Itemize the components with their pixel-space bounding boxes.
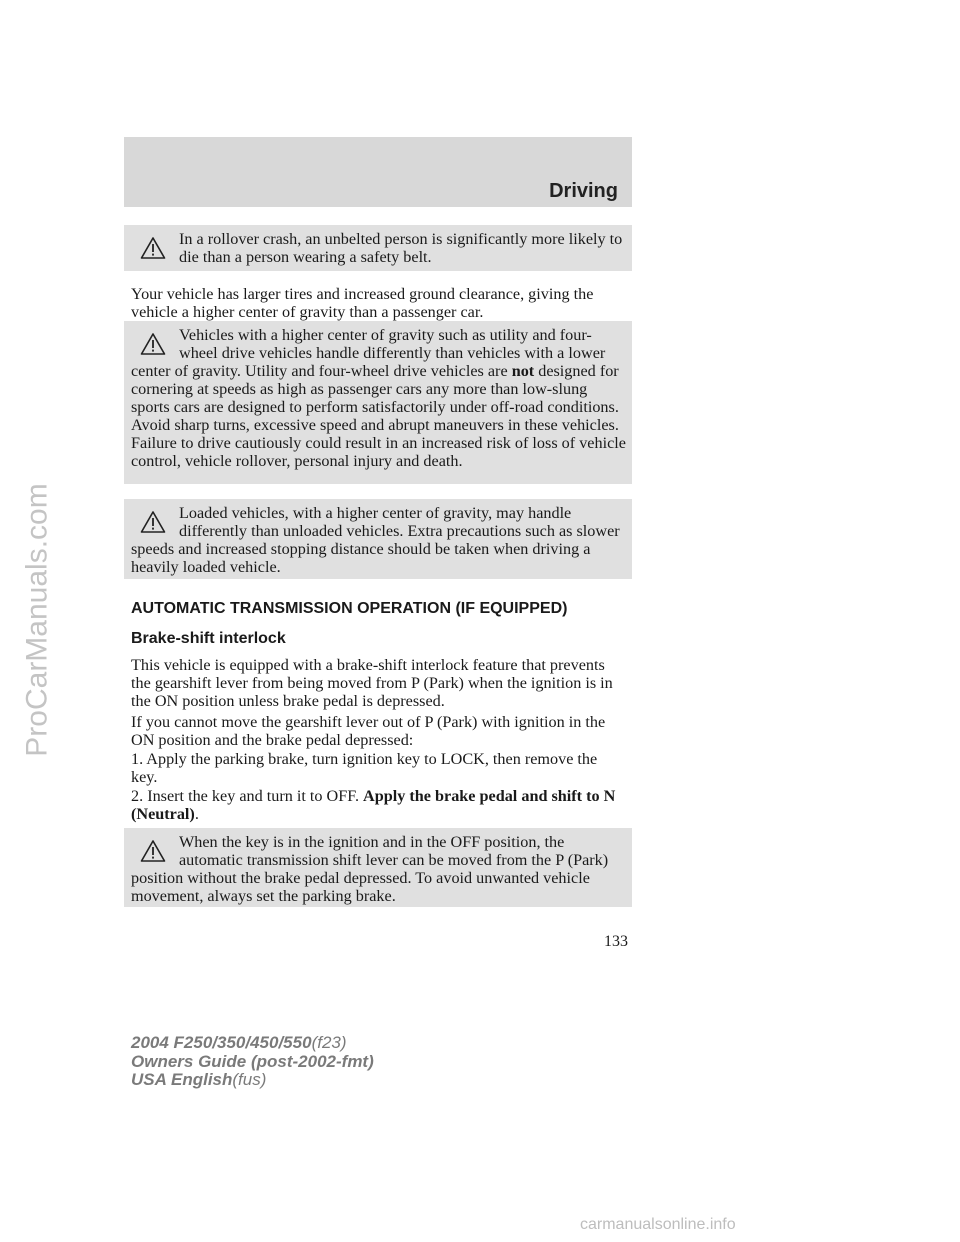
subheading: Brake-shift interlock — [131, 630, 286, 647]
document-footer — [131, 1034, 374, 1090]
footer-model-code: (f23) — [311, 1033, 347, 1052]
footer-model: 2004 F250/350/450/550 — [131, 1033, 312, 1052]
warning-emphasis: not — [511, 362, 535, 380]
paragraph-cannot-move: If you cannot move the gearshift lever out of P (Park) with ignition in the ON position and the brake pedal depressed: — [131, 713, 606, 749]
section-header — [124, 137, 632, 207]
section-heading: AUTOMATIC TRANSMISSION OPERATION (IF EQUIPPED) — [131, 600, 568, 617]
warning-text — [131, 326, 626, 470]
footer-language: USA English — [131, 1070, 233, 1089]
warning-triangle-icon — [131, 833, 175, 869]
warning-box-loaded-vehicles — [124, 499, 632, 579]
warning-text-part: Vehicles with a higher center of gravity such as utility and four-wheel drive vehicles handle differently than vehicles with a lower center of gravity. Utility and four-wheel drive vehicles are — [131, 326, 606, 380]
warning-box-off-position — [124, 828, 632, 907]
footer-language-code: (fus) — [232, 1070, 267, 1089]
warning-box-rollover — [124, 225, 632, 271]
paragraph-ground-clearance: Your vehicle has larger tires and increased ground clearance, giving the vehicle a higher center of gravity than a passenger car. — [131, 285, 594, 321]
step-2 — [131, 787, 627, 823]
step-2-text: 2. Insert the key and turn it to OFF. — [131, 787, 364, 805]
side-watermark-text: ProCarManuals.com — [21, 483, 54, 757]
step-2-emphasis: Apply the brake pedal and shift to N (Neutral) — [131, 787, 616, 823]
warning-text: Loaded vehicles, with a higher center of gravity, may handle differently than unloaded vehicles. Extra precautions such as slower speeds and increased stopping distance should be taken when driving a heavily loaded vehicle. — [131, 504, 620, 576]
page-number: 133 — [604, 933, 628, 950]
warning-triangle-icon — [131, 504, 175, 540]
warning-triangle-icon — [131, 326, 175, 362]
bottom-watermark: carmanualsonline.info — [580, 1216, 736, 1233]
footer-guide: Owners Guide (post-2002-fmt) — [131, 1051, 374, 1071]
warning-box-center-of-gravity — [124, 321, 632, 484]
side-watermark — [8, 360, 68, 880]
warning-triangle-icon — [131, 230, 175, 266]
step-1: 1. Apply the parking brake, turn ignition key to LOCK, then remove the key. — [131, 750, 598, 786]
step-2-end: . — [194, 805, 199, 823]
section-title: Driving — [549, 180, 618, 202]
warning-text: When the key is in the ignition and in the OFF position, the automatic transmission shift lever can be moved from the P (Park) position without the brake pedal depressed. To avoid unwanted vehicle movement, always set the parking brake. — [131, 833, 609, 905]
warning-text: In a rollover crash, an unbelted person is significantly more likely to die than a person wearing a safety belt. — [179, 230, 623, 266]
paragraph-interlock: This vehicle is equipped with a brake-shift interlock feature that prevents the gearshift lever from being moved from P (Park) when the ignition is in the ON position unless brake pedal is depressed. — [131, 656, 613, 710]
warning-text-part: designed for cornering at speeds as high as passenger cars any more than low-slung sports cars are designed to perform satisfactorily under off-road conditions. Avoid sharp turns, excessive speed and abrupt maneuvers in these vehicles. Failure to drive cautiously could result in an increased risk of loss of vehicle control, vehicle rollover, personal injury and death. — [131, 362, 626, 470]
